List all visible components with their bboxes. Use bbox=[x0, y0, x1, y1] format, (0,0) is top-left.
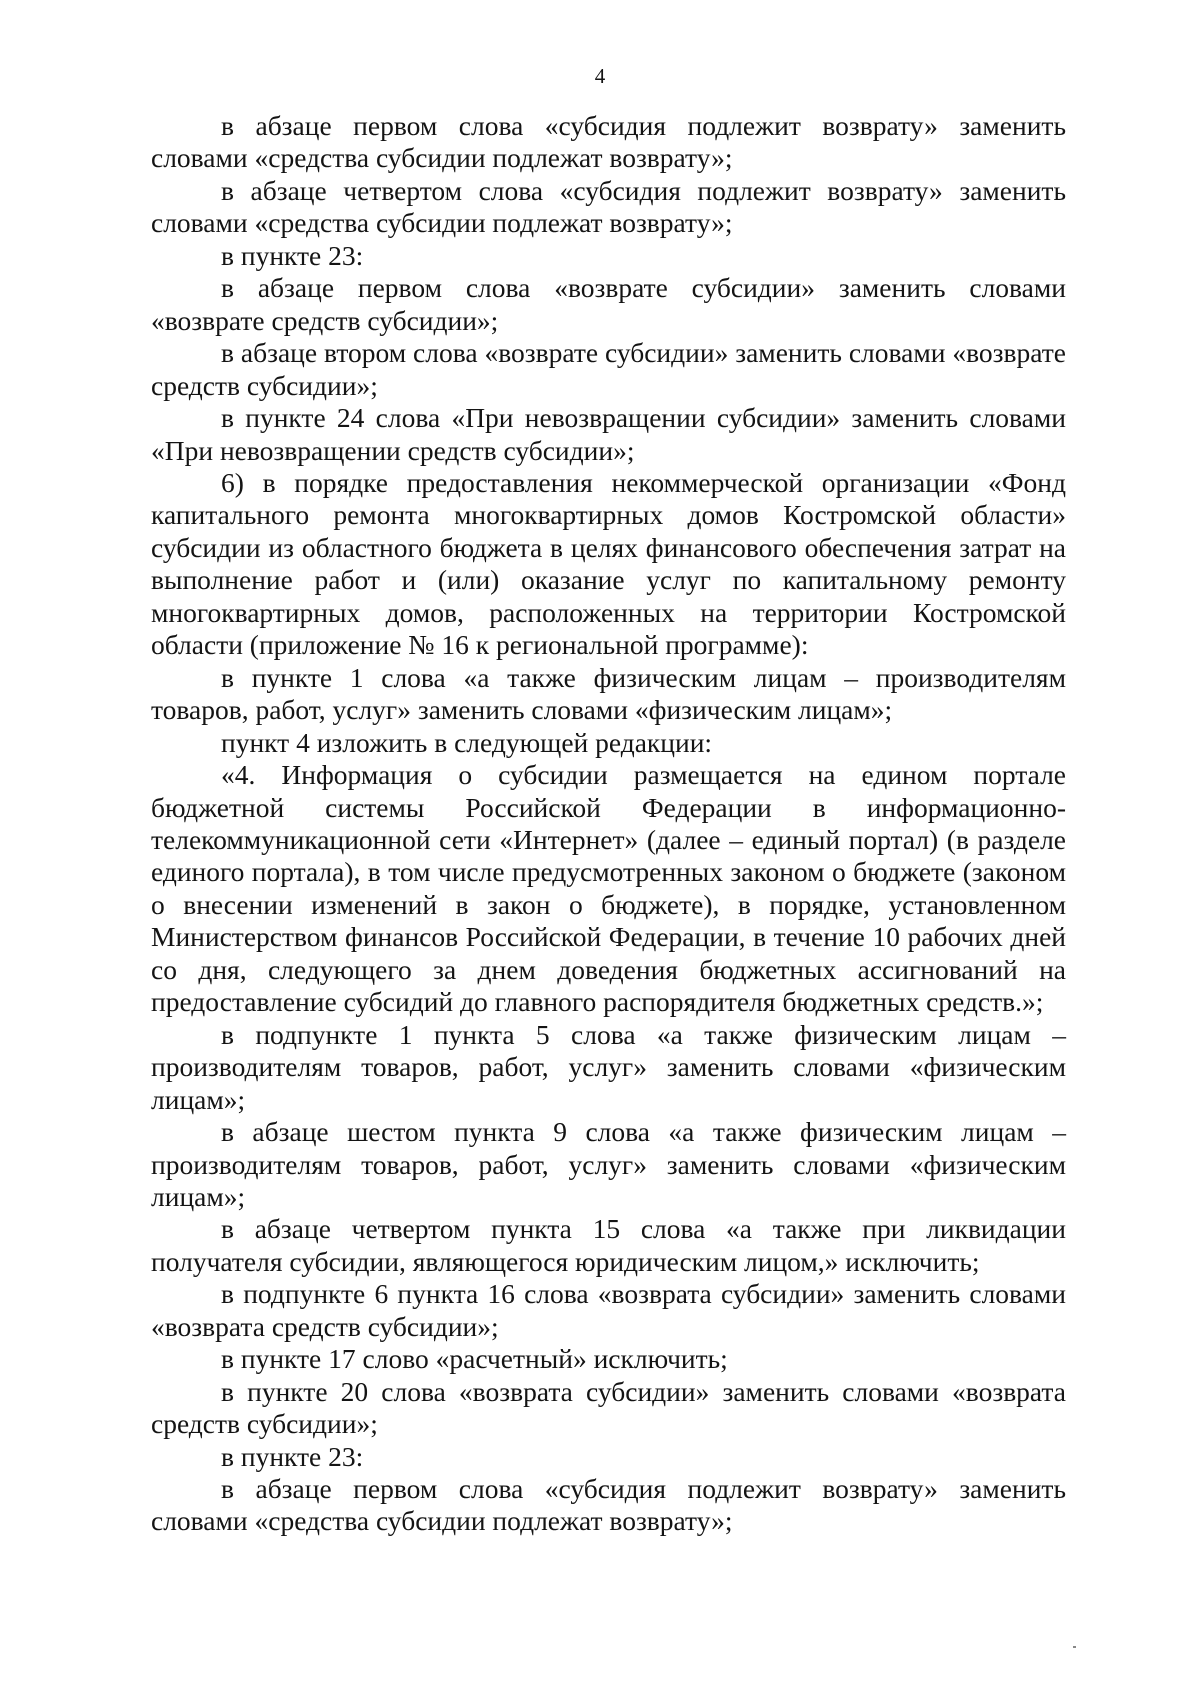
paragraph: в пункте 1 слова «а также физическим лицам – производителям товаров, работ, услуг» заменить словами «физическим лицам»; bbox=[151, 661, 1066, 726]
paragraph: 6) в порядке предоставления некоммерческой организации «Фонд капитального ремонта многоквартирных домов Костромской области» субсидии из областного бюджета в целях финансового обеспечения затрат на выполнение работ и (или) оказание услуг по капитальному ремонту многоквартирных домов, расположенных на территории Костромской области (приложение № 16 к региональной программе): bbox=[151, 466, 1066, 661]
paragraph: в пункте 20 слова «возврата субсидии» заменить словами «возврата средств субсидии»; bbox=[151, 1375, 1066, 1440]
paragraph: в абзаце первом слова «субсидия подлежит возврату» заменить словами «средства субсидии подлежат возврату»; bbox=[151, 1473, 1066, 1537]
document-body bbox=[151, 110, 1066, 1538]
paragraph: в абзаце втором слова «возврате субсидии» заменить словами «возврате средств субсидии»; bbox=[151, 337, 1066, 401]
paragraph: в пункте 17 слово «расчетный» исключить; bbox=[221, 1343, 728, 1375]
page-number: 4 bbox=[594, 64, 606, 88]
paragraph: в пункте 23: bbox=[221, 1440, 364, 1472]
paragraph: в абзаце шестом пункта 9 слова «а также физическим лицам – производителям товаров, работ, услуг» заменить словами «физическим лицам»; bbox=[151, 1116, 1066, 1212]
paragraph: в абзаце четвертом пункта 15 слова «а также при ликвидации получателя субсидии, являющегося юридическим лицом,» исключить; bbox=[151, 1213, 1066, 1277]
paragraph: в абзаце первом слова «возврате субсидии» заменить словами «возврате средств субсидии»; bbox=[151, 272, 1066, 336]
scan-speck bbox=[1073, 1646, 1076, 1648]
paragraph: в подпункте 1 пункта 5 слова «а также физическим лицам – производителям товаров, работ, услуг» заменить словами «физическим лицам»; bbox=[151, 1018, 1066, 1115]
paragraph: в подпункте 6 пункта 16 слова «возврата субсидии» заменить словами «возврата средств субсидии»; bbox=[151, 1278, 1066, 1342]
paragraph: в пункте 24 слова «При невозвращении субсидии» заменить словами «При невозвращении средств субсидии»; bbox=[151, 402, 1066, 466]
paragraph: пункт 4 изложить в следующей редакции: bbox=[221, 726, 713, 758]
paragraph: в абзаце четвертом слова «субсидия подлежит возврату» заменить словами «средства субсидии подлежат возврату»; bbox=[151, 174, 1066, 239]
quoted-paragraph: «4. Информация о субсидии размещается на едином портале бюджетной системы Российской Федерации в информационно-телекоммуникационной сети «Интернет» (далее – единый портал) (в разделе единого портала), в том числе предусмотренных законом о бюджете (законом о внесении изменений в закон о бюджете), в порядке, установленном Министерством финансов Российской Федерации, в течение 10 рабочих дней со дня, следующего за днем доведения бюджетных ассигнований на предоставление субсидий до главного распорядителя бюджетных средств.»; bbox=[151, 759, 1066, 1018]
paragraph: в абзаце первом слова «субсидия подлежит возврату» заменить словами «средства субсидии подлежат возврату»; bbox=[151, 110, 1066, 174]
paragraph: в пункте 23: bbox=[221, 239, 364, 271]
